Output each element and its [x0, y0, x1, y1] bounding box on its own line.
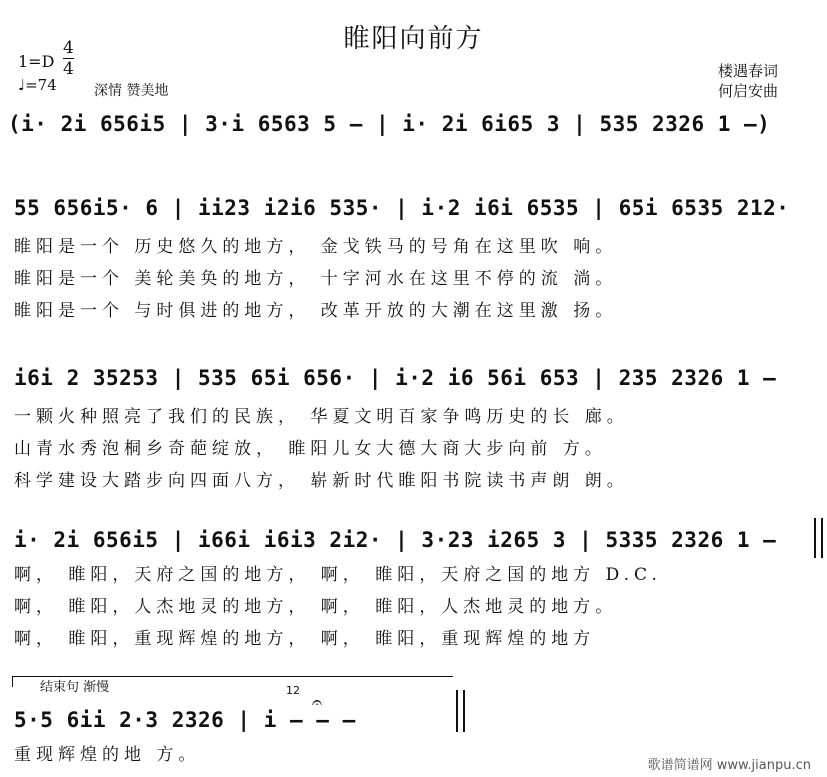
tempo-marking: ♩=74	[18, 76, 57, 94]
lyric-line-2-verse-1: 睢阳是一个 历史悠久的地方， 金戈铁马的号角在这里吹 响。	[14, 237, 618, 257]
notation-line-3: i6i 2 35253 | 535 65i 656· | i·2 i6 56i 653 | 235 2326 1 –	[14, 366, 777, 390]
composer-credit: 何启安曲	[718, 82, 779, 100]
fermata-icon: 𝄐	[312, 692, 323, 713]
fermata-beats: 12	[286, 684, 300, 697]
notation-line-2: 55 656i5· 6 | ii23 i2i6 535· | i·2 i6i 6535 | 65i 6535 212·	[14, 196, 790, 220]
lyric-line-3-verse-3: 科学建设大踏步向四面八方， 崭新时代睢阳书院读书声朗 朗。	[14, 471, 629, 491]
notation-line-5: 5·5 6ii 2·3 2326 | i – – –	[14, 708, 356, 732]
lyric-line-4-verse-2: 啊， 睢阳，人杰地灵的地方， 啊， 睢阳，人杰地灵的地方。	[14, 597, 618, 617]
lyric-line-4-verse-3: 啊， 睢阳，重现辉煌的地方， 啊， 睢阳，重现辉煌的地方	[14, 629, 596, 649]
tempo-value: =74	[25, 76, 57, 94]
expression-marking: 深情 赞美地	[94, 83, 169, 99]
lyric-line-2-verse-3: 睢阳是一个 与时俱进的地方， 改革开放的大潮在这里激 扬。	[14, 301, 618, 321]
notation-line-4: i· 2i 656i5 | i66i i6i3 2i2· | 3·23 i265 3 | 5335 2326 1 –	[14, 528, 777, 552]
repeat-barline	[814, 518, 823, 558]
lyric-line-3-verse-2: 山青水秀泡桐乡奇葩绽放， 睢阳儿女大德大商大步向前 方。	[14, 439, 607, 459]
lyric-line-2-verse-2: 睢阳是一个 美轮美奂的地方， 十字河水在这里不停的流 淌。	[14, 269, 618, 289]
lyric-line-4-verse-1: 啊， 睢阳，天府之国的地方， 啊， 睢阳，天府之国的地方 D.C.	[14, 565, 662, 585]
lyricist-credit: 楼遇春词	[718, 62, 779, 80]
final-barline	[456, 690, 465, 732]
time-numerator: 4	[63, 38, 74, 58]
time-denominator: 4	[63, 59, 74, 79]
song-title: 睢阳向前方	[343, 24, 484, 54]
site-watermark: 歌谱简谱网 www.jianpu.cn	[647, 758, 811, 773]
lyric-line-3-verse-1: 一颗火种照亮了我们的民族， 华夏文明百家争鸣历史的长 廊。	[14, 407, 629, 427]
ending-label: 结束句 渐慢	[40, 680, 110, 695]
lyric-line-5: 重现辉煌的地 方。	[14, 745, 201, 765]
notation-line-1: (i· 2i 656i5 | 3·i 6563 5 – | i· 2i 6i65 3 | 535 2326 1 –)	[8, 112, 771, 136]
key-signature: 1=D	[18, 52, 55, 71]
time-signature	[63, 38, 74, 79]
